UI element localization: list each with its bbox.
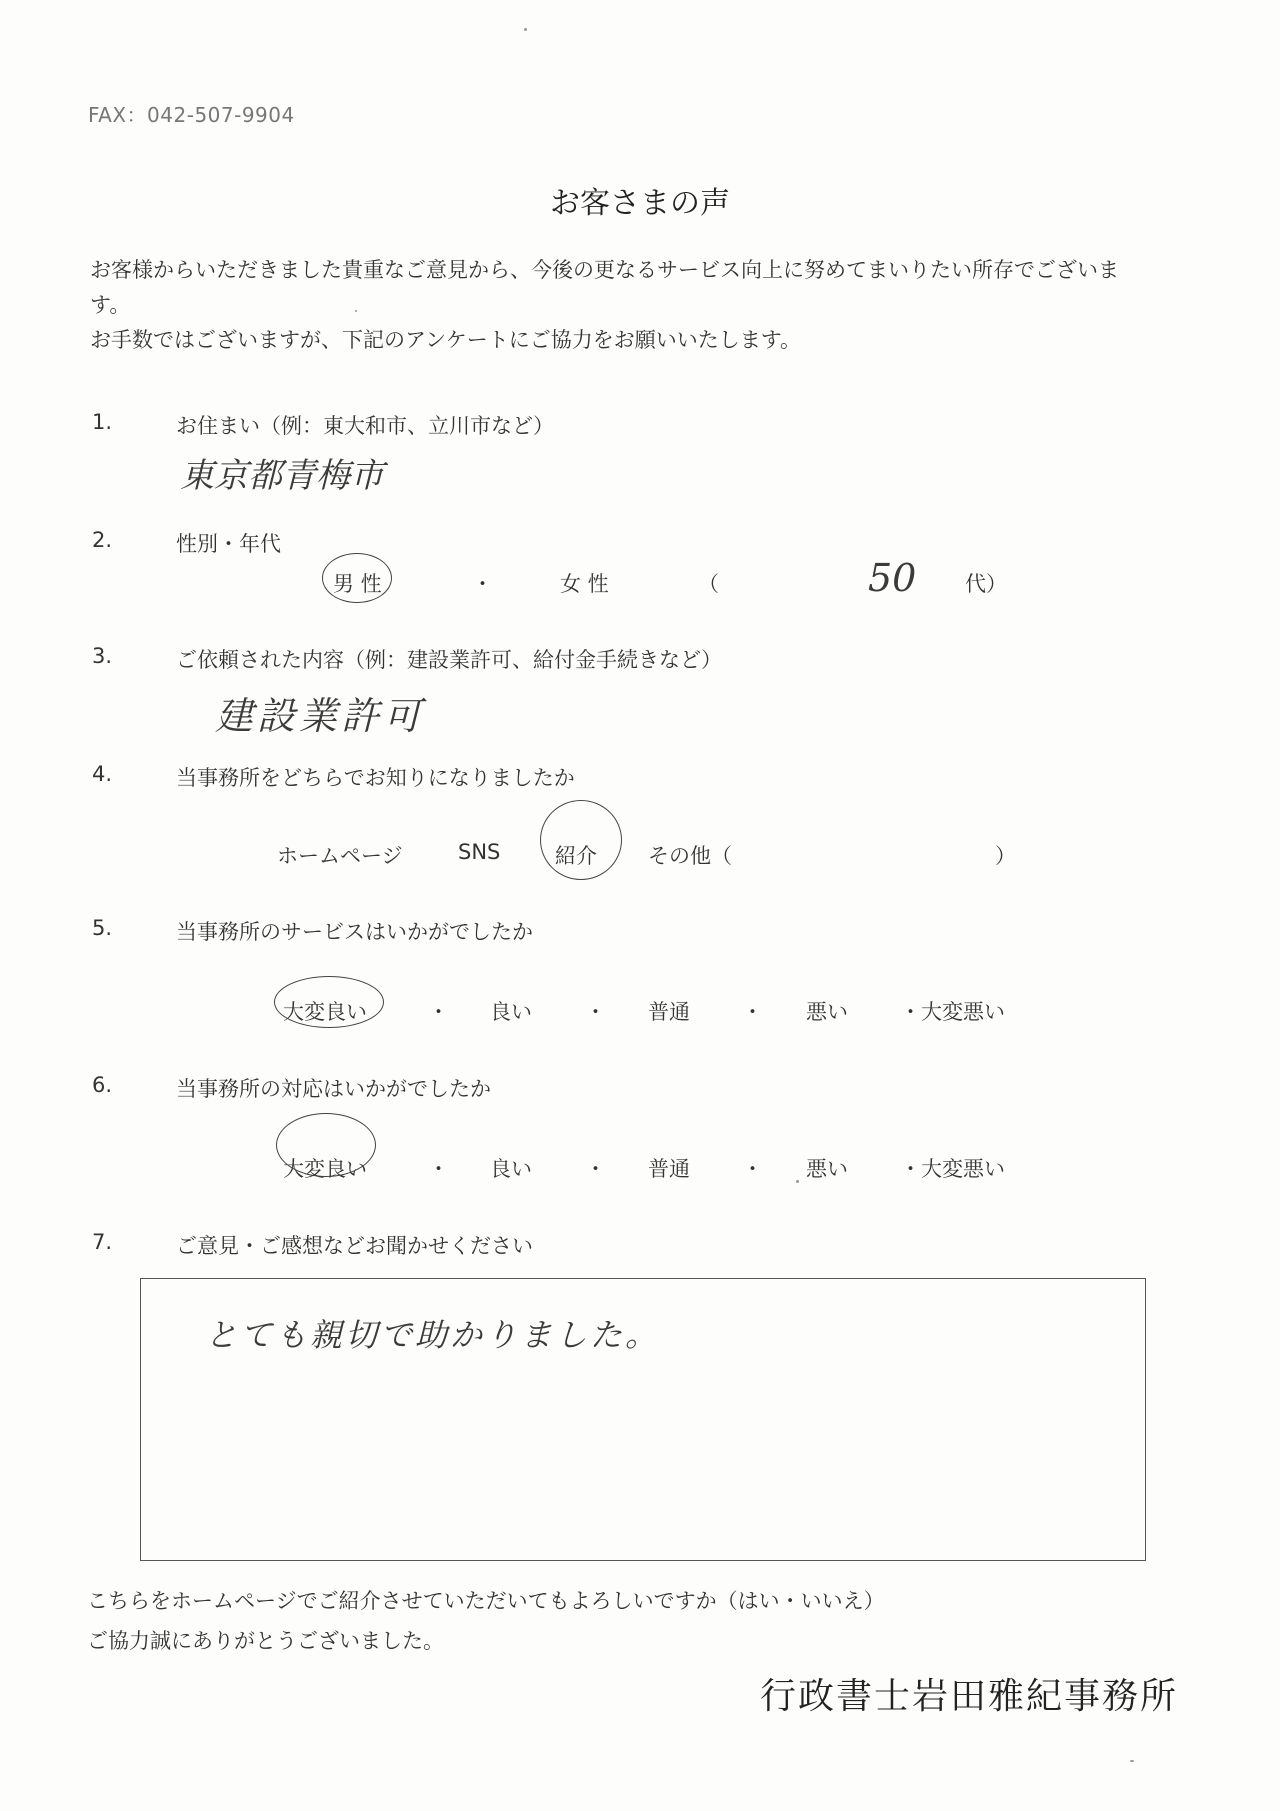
service-separator-1: ・ <box>428 1000 449 1024</box>
fax-number: FAX：042-507-9904 <box>88 103 295 127</box>
response-separator-2: ・ <box>585 1157 606 1181</box>
question-5-number: 5. <box>92 916 113 940</box>
gender-male-option: 男 性 <box>333 572 382 596</box>
service-very-good-circle-mark <box>274 976 384 1028</box>
question-2-text: 性別・年代 <box>176 532 281 556</box>
source-homepage-option: ホームページ <box>277 844 403 868</box>
source-referral-option: 紹介 <box>555 844 597 868</box>
intro-line-3: お手数ではございますが、下記のアンケートにご協力をお願いいたします。 <box>90 328 802 352</box>
question-1-answer: 東京都青梅市 <box>180 456 384 496</box>
question-7-number: 7. <box>92 1230 113 1254</box>
intro-line-2: す。 <box>90 293 131 317</box>
response-separator-1: ・ <box>428 1157 449 1181</box>
scan-speck <box>796 1180 799 1183</box>
gender-separator: ・ <box>472 572 493 596</box>
question-6-text: 当事務所の対応はいかがでしたか <box>176 1077 491 1101</box>
scan-speck <box>355 310 357 312</box>
office-name: 行政書士岩田雅紀事務所 <box>760 1676 1179 1717</box>
service-very-good-option: 大変良い <box>283 1000 367 1024</box>
question-5-text: 当事務所のサービスはいかがでしたか <box>176 920 533 944</box>
response-good-option: 良い <box>490 1157 532 1181</box>
response-very-good-option: 大変良い <box>283 1157 367 1181</box>
service-separator-2: ・ <box>585 1000 606 1024</box>
question-4-number: 4. <box>92 762 113 786</box>
question-1-number: 1. <box>92 410 113 434</box>
referral-circle-mark <box>540 800 622 880</box>
service-separator-3: ・ <box>742 1000 763 1024</box>
question-7-text: ご意見・ご感想などお聞かせください <box>176 1234 533 1258</box>
scan-speck <box>524 28 527 31</box>
service-bad-option: 悪い <box>806 1000 848 1024</box>
service-good-option: 良い <box>490 1000 532 1024</box>
question-1-text: お住まい（例：東大和市、立川市など） <box>176 414 554 438</box>
question-3-number: 3. <box>92 644 113 668</box>
service-very-bad-option: ・大変悪い <box>900 1000 1005 1024</box>
age-suffix: 代） <box>965 572 1007 596</box>
thanks-text: ご協力誠にありがとうございました。 <box>87 1629 444 1653</box>
male-circle-mark <box>322 553 392 603</box>
comment-answer: とても親切で助かりました。 <box>205 1316 661 1354</box>
question-2-number: 2. <box>92 528 113 552</box>
source-other-paren-close: ） <box>995 844 1016 868</box>
question-6-number: 6. <box>92 1073 113 1097</box>
response-very-bad-option: ・大変悪い <box>900 1157 1005 1181</box>
page-title: お客さまの声 <box>550 186 730 221</box>
question-3-answer: 建設業許可 <box>215 694 426 738</box>
publication-consent-text: こちらをホームページでご紹介させていただいてもよろしいですか（はい・いいえ） <box>87 1589 885 1613</box>
service-average-option: 普通 <box>648 1000 690 1024</box>
gender-female-option: 女 性 <box>560 572 609 596</box>
intro-line-1: お客様からいただきました貴重なご意見から、今後の更なるサービス向上に努めてまいりたい所存でございま <box>90 258 1119 282</box>
response-very-good-circle-mark <box>276 1113 376 1177</box>
response-bad-option: 悪い <box>806 1157 848 1181</box>
question-4-text: 当事務所をどちらでお知りになりましたか <box>176 766 575 790</box>
source-other-option: その他（ <box>648 844 732 868</box>
question-3-text: ご依頼された内容（例：建設業許可、給付金手続きなど） <box>176 648 722 672</box>
source-sns-option: SNS <box>458 840 501 864</box>
age-paren-open: （ <box>698 572 719 596</box>
scan-speck <box>1130 1760 1134 1762</box>
intro-text <box>90 253 1220 358</box>
age-answer: 50 <box>868 556 917 600</box>
response-average-option: 普通 <box>648 1157 690 1181</box>
response-separator-3: ・ <box>742 1157 763 1181</box>
